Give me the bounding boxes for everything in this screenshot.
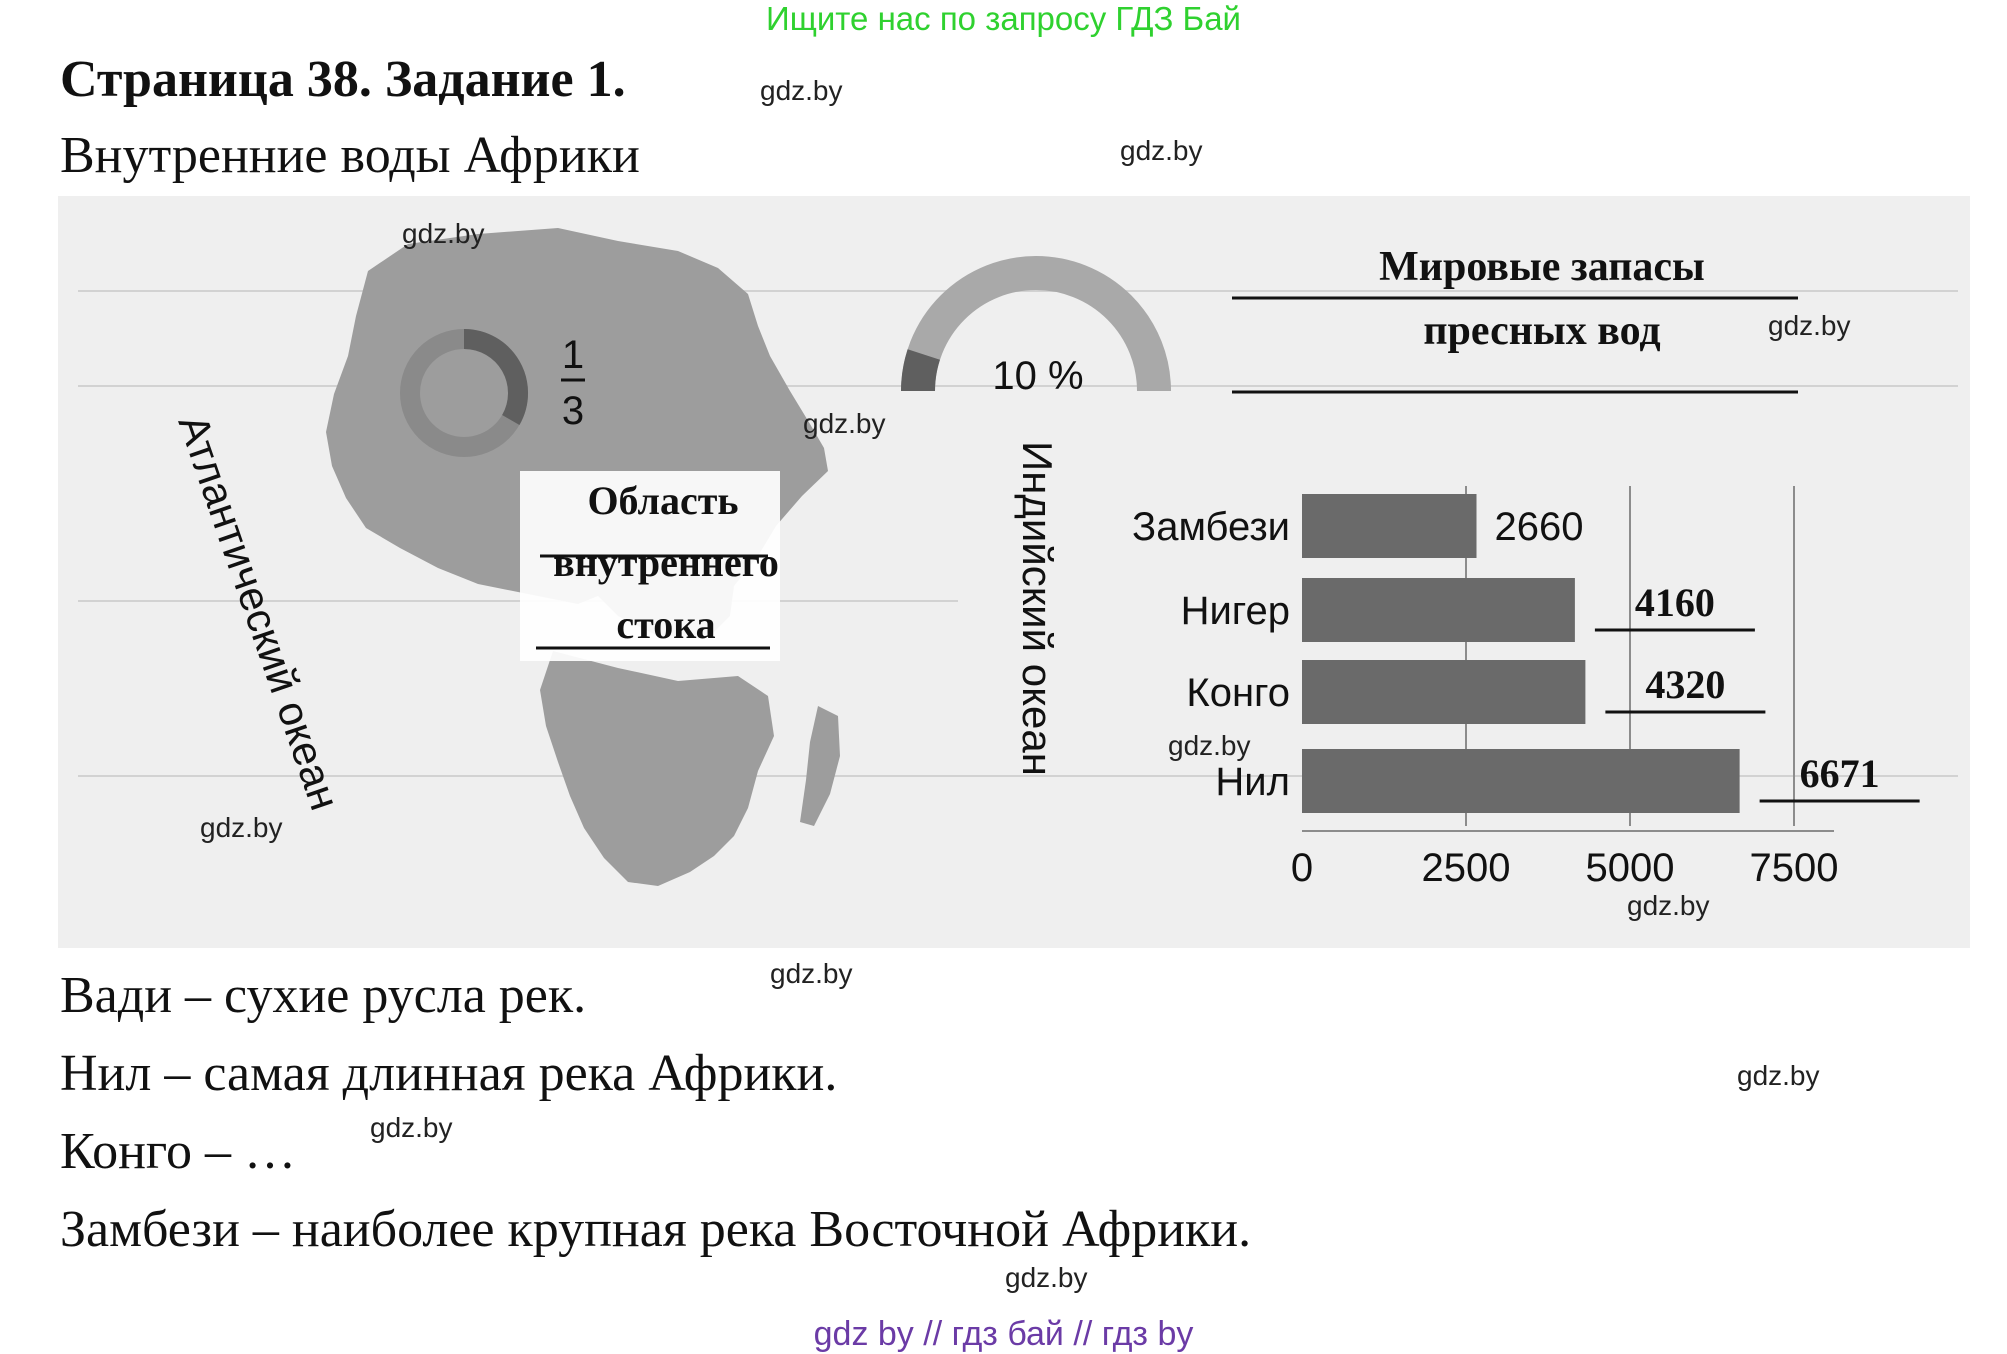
- watermark: gdz.by: [1168, 730, 1251, 761]
- page-subtitle: Внутренние воды Африки: [60, 127, 640, 184]
- watermark: gdz.by: [1005, 1262, 1088, 1293]
- watermark: gdz.by: [1737, 1060, 1820, 1091]
- africa-waters-figure: [58, 196, 1970, 948]
- footer-links: gdz by // гдз бай // гдз by: [813, 1315, 1194, 1353]
- watermark: gdz.by: [770, 958, 853, 989]
- indian-ocean-label: Индийский океан: [1014, 441, 1061, 776]
- chart-bar: [1302, 494, 1476, 558]
- figure-svg: [58, 196, 1970, 948]
- chart-value-label: 2660: [1494, 505, 1584, 549]
- percent-gauge-fill: [918, 355, 924, 392]
- chart-tick-label: 2500: [1421, 846, 1511, 890]
- chart-bar: [1302, 578, 1575, 642]
- chart-tick-label: 5000: [1585, 846, 1675, 890]
- watermark: gdz.by: [370, 1112, 453, 1143]
- text-line-congo: Конго – …: [60, 1123, 296, 1180]
- chart-value-label: 4160: [1634, 580, 1715, 625]
- chart-bar: [1302, 749, 1740, 813]
- page-heading: Страница 38. Задание 1.: [60, 51, 626, 108]
- chart-title-line2: пресных вод: [1423, 308, 1661, 354]
- fraction-denominator: 3: [561, 389, 585, 433]
- chart-category-label: Нигер: [1180, 589, 1290, 633]
- fraction-numerator: 1: [561, 333, 585, 377]
- chart-value-label: 4320: [1645, 662, 1726, 707]
- watermark: gdz.by: [803, 408, 886, 439]
- fresh-water-bar-chart: [1132, 486, 1920, 890]
- madagascar-map: [800, 706, 840, 826]
- internal-drainage-line2: внутреннего: [553, 540, 779, 585]
- chart-bar: [1302, 660, 1585, 724]
- chart-value-label: 6671: [1799, 751, 1880, 796]
- chart-category-label: Замбези: [1132, 505, 1290, 549]
- atlantic-ocean-label: Атлантический океан: [169, 408, 349, 816]
- text-line-zambezi: Замбези – наиболее крупная река Восточной Африки.: [60, 1201, 1252, 1258]
- watermark: gdz.by: [200, 812, 283, 843]
- internal-drainage-line3: стока: [616, 602, 716, 647]
- percent-label: 10 %: [992, 354, 1084, 398]
- promo-banner: Ищите нас по запросу ГДЗ Бай: [766, 0, 1241, 37]
- watermark: gdz.by: [1768, 310, 1851, 341]
- watermark: gdz.by: [402, 218, 485, 249]
- watermark: gdz.by: [1627, 890, 1710, 921]
- chart-tick-label: 0: [1290, 846, 1314, 890]
- text-line-nile: Нил – самая длинная река Африки.: [60, 1045, 838, 1102]
- watermark: gdz.by: [760, 75, 843, 106]
- chart-category-label: Нил: [1215, 760, 1290, 804]
- watermark: gdz.by: [1120, 135, 1203, 166]
- chart-title-line1: Мировые запасы: [1379, 244, 1705, 290]
- chart-category-label: Конго: [1186, 671, 1290, 715]
- chart-tick-label: 7500: [1749, 846, 1839, 890]
- internal-drainage-line1: Область: [587, 478, 739, 523]
- text-line-wadi: Вади – сухие русла рек.: [60, 967, 587, 1024]
- africa-map-south: [540, 651, 774, 886]
